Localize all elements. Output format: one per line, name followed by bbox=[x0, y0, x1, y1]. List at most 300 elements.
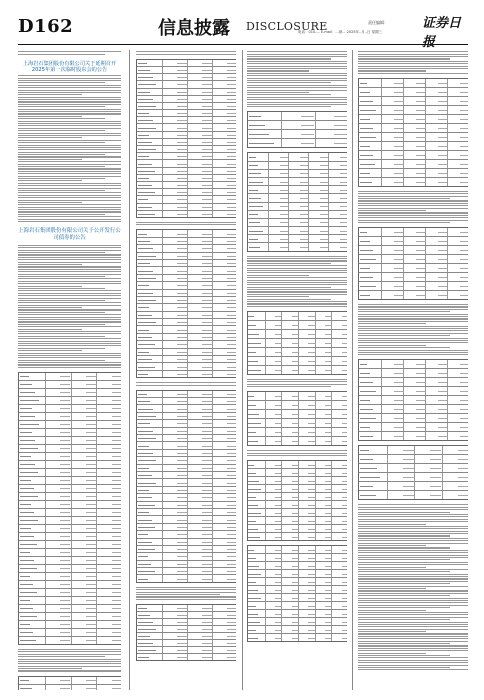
text-line bbox=[358, 538, 468, 539]
table-cell bbox=[265, 509, 283, 516]
table-cell bbox=[45, 405, 72, 412]
table-cell bbox=[162, 124, 188, 130]
table-cell bbox=[212, 160, 236, 166]
table-row bbox=[137, 539, 236, 546]
table-cell bbox=[315, 419, 333, 427]
table-row bbox=[248, 618, 347, 626]
table-row bbox=[248, 170, 347, 178]
data-table bbox=[247, 311, 347, 375]
table-row bbox=[248, 493, 347, 501]
table-cell bbox=[359, 446, 387, 454]
table-cell bbox=[187, 575, 213, 581]
table-cell bbox=[212, 81, 236, 87]
text-line bbox=[358, 612, 468, 613]
table-cell bbox=[212, 124, 236, 130]
table-cell bbox=[248, 227, 268, 234]
table-cell bbox=[328, 243, 347, 250]
table-cell bbox=[162, 304, 188, 310]
table-row bbox=[137, 253, 236, 260]
table-row bbox=[359, 160, 468, 169]
table-cell bbox=[403, 282, 426, 290]
table-cell bbox=[248, 461, 265, 468]
table-cell bbox=[403, 79, 426, 87]
table-cell bbox=[425, 405, 448, 413]
table-row bbox=[248, 525, 347, 533]
table-cell bbox=[298, 339, 316, 347]
text-line bbox=[358, 614, 468, 615]
table-cell bbox=[359, 237, 381, 245]
table-cell bbox=[137, 160, 162, 166]
text-line bbox=[18, 659, 121, 660]
table-row bbox=[359, 124, 468, 133]
table-cell bbox=[248, 392, 265, 400]
table-cell bbox=[45, 629, 72, 636]
table-cell bbox=[298, 501, 316, 508]
table-cell bbox=[359, 106, 381, 114]
text-line bbox=[18, 133, 121, 134]
table-cell bbox=[137, 472, 162, 478]
text-line bbox=[247, 97, 347, 98]
table-cell bbox=[381, 432, 404, 440]
table-cell bbox=[248, 533, 265, 540]
table-cell bbox=[212, 457, 236, 463]
text-line bbox=[358, 51, 468, 52]
text-line bbox=[18, 161, 121, 162]
table-cell bbox=[162, 341, 188, 347]
table-cell bbox=[381, 423, 404, 431]
table-row bbox=[137, 640, 236, 647]
table-row bbox=[137, 472, 236, 479]
table-cell bbox=[359, 255, 381, 263]
table-cell bbox=[212, 553, 236, 559]
table-cell bbox=[212, 341, 236, 347]
table-cell bbox=[447, 88, 468, 96]
table-cell bbox=[359, 414, 381, 422]
text-line bbox=[358, 552, 468, 553]
table-row bbox=[248, 437, 347, 445]
table-cell bbox=[187, 479, 213, 485]
table-cell bbox=[298, 517, 316, 524]
table-cell bbox=[281, 477, 299, 484]
table-row bbox=[248, 162, 347, 170]
data-table bbox=[136, 59, 236, 218]
table-cell bbox=[96, 677, 121, 684]
table-cell bbox=[403, 387, 426, 395]
table-cell bbox=[308, 153, 329, 160]
table-cell bbox=[212, 260, 236, 266]
table-cell bbox=[187, 175, 213, 181]
table-cell bbox=[137, 275, 162, 281]
table-cell bbox=[248, 162, 268, 169]
table-cell bbox=[212, 633, 236, 639]
table-cell bbox=[19, 429, 45, 436]
table-cell bbox=[381, 228, 404, 236]
table-cell bbox=[387, 491, 416, 499]
table-cell bbox=[162, 553, 188, 559]
table-cell bbox=[403, 414, 426, 422]
table-cell bbox=[387, 464, 416, 472]
table-cell bbox=[137, 487, 162, 493]
table-cell bbox=[187, 282, 213, 288]
table-row bbox=[137, 267, 236, 274]
data-table bbox=[247, 111, 347, 148]
table-row bbox=[137, 363, 236, 370]
table-row bbox=[359, 369, 468, 378]
text-line bbox=[358, 667, 450, 668]
table-row bbox=[19, 557, 121, 565]
table-cell bbox=[162, 363, 188, 369]
table-row bbox=[19, 573, 121, 581]
table-cell bbox=[187, 110, 213, 116]
table-cell bbox=[187, 619, 213, 625]
table-row bbox=[248, 321, 347, 330]
text-line bbox=[247, 73, 347, 74]
text-line bbox=[136, 587, 236, 588]
data-table bbox=[136, 390, 236, 583]
text-line bbox=[18, 176, 121, 177]
text-line bbox=[18, 281, 121, 282]
table-cell bbox=[248, 618, 265, 625]
table-cell bbox=[162, 654, 188, 660]
table-cell bbox=[71, 525, 98, 532]
table-cell bbox=[71, 453, 98, 460]
table-cell bbox=[315, 610, 333, 617]
table-cell bbox=[281, 469, 299, 476]
table-cell bbox=[288, 194, 309, 201]
table-row bbox=[19, 389, 121, 397]
table-row bbox=[137, 132, 236, 139]
text-line bbox=[18, 154, 105, 155]
text-line bbox=[358, 73, 468, 74]
table-row bbox=[359, 473, 468, 482]
table-cell bbox=[331, 321, 347, 329]
table-cell bbox=[45, 413, 72, 420]
table-row bbox=[248, 602, 347, 610]
text-line bbox=[247, 256, 347, 257]
table-cell bbox=[71, 517, 98, 524]
table-row bbox=[248, 235, 347, 243]
table-row bbox=[137, 182, 236, 189]
table-cell bbox=[45, 573, 72, 580]
text-line bbox=[18, 211, 121, 212]
table-cell bbox=[71, 565, 98, 572]
text-line bbox=[358, 519, 468, 520]
text-line bbox=[18, 266, 121, 267]
table-cell bbox=[96, 413, 121, 420]
table-row bbox=[137, 524, 236, 531]
table-cell bbox=[288, 170, 309, 177]
text-line bbox=[18, 257, 121, 258]
table-cell bbox=[212, 189, 236, 195]
table-cell bbox=[187, 275, 213, 281]
text-line bbox=[18, 85, 121, 86]
text-line bbox=[18, 209, 121, 210]
table-cell bbox=[331, 562, 347, 569]
text-line bbox=[18, 156, 121, 157]
text-line bbox=[358, 328, 468, 329]
table-cell bbox=[381, 106, 404, 114]
table-cell bbox=[71, 373, 98, 380]
text-line bbox=[18, 178, 105, 179]
table-cell bbox=[447, 396, 468, 404]
table-caption bbox=[136, 222, 236, 225]
table-cell bbox=[71, 677, 98, 684]
table-cell bbox=[403, 97, 426, 105]
text-line bbox=[18, 171, 121, 172]
table-cell bbox=[447, 414, 468, 422]
table-cell bbox=[19, 549, 45, 556]
table-cell bbox=[71, 421, 98, 428]
table-cell bbox=[187, 182, 213, 188]
table-cell bbox=[265, 469, 283, 476]
table-cell bbox=[71, 613, 98, 620]
text-line bbox=[18, 101, 121, 102]
text-line bbox=[18, 207, 121, 208]
table-cell bbox=[96, 477, 121, 484]
table-cell bbox=[187, 204, 213, 210]
table-cell bbox=[403, 432, 426, 440]
text-line bbox=[358, 581, 468, 582]
article-body bbox=[247, 51, 347, 107]
text-line bbox=[247, 306, 347, 307]
data-table bbox=[136, 604, 236, 661]
table-cell bbox=[19, 389, 45, 396]
table-cell bbox=[359, 264, 381, 272]
table-cell bbox=[71, 437, 98, 444]
table-cell bbox=[212, 647, 236, 653]
table-cell bbox=[137, 253, 162, 259]
table-cell bbox=[315, 501, 333, 508]
text-line bbox=[358, 222, 450, 223]
table-cell bbox=[162, 450, 188, 456]
table-cell bbox=[45, 581, 72, 588]
table-row bbox=[248, 112, 347, 121]
text-line bbox=[247, 82, 331, 83]
table-cell bbox=[137, 132, 162, 138]
table-row bbox=[137, 531, 236, 538]
table-cell bbox=[45, 381, 72, 388]
table-cell bbox=[187, 153, 213, 159]
table-cell bbox=[71, 589, 98, 596]
text-line bbox=[358, 617, 468, 618]
table-cell bbox=[187, 230, 213, 236]
table-cell bbox=[162, 60, 188, 66]
table-cell bbox=[212, 420, 236, 426]
text-line bbox=[247, 263, 331, 264]
table-cell bbox=[45, 597, 72, 604]
text-line bbox=[136, 385, 236, 386]
table-cell bbox=[162, 502, 188, 508]
text-line bbox=[358, 200, 468, 201]
text-line bbox=[18, 654, 121, 655]
table-cell bbox=[315, 437, 333, 445]
table-cell bbox=[359, 455, 387, 463]
text-line bbox=[247, 303, 347, 304]
newspaper-logo: 证券日报 bbox=[422, 16, 462, 50]
text-line bbox=[358, 191, 468, 192]
table-cell bbox=[212, 89, 236, 95]
text-line bbox=[358, 648, 468, 649]
table-cell bbox=[162, 146, 188, 152]
table-cell bbox=[328, 186, 347, 193]
table-cell bbox=[298, 554, 316, 561]
table-cell bbox=[45, 557, 72, 564]
table-cell bbox=[212, 196, 236, 202]
table-cell bbox=[281, 525, 299, 532]
table-row bbox=[248, 203, 347, 211]
table-cell bbox=[381, 79, 404, 87]
table-cell bbox=[212, 74, 236, 80]
table-cell bbox=[187, 211, 213, 217]
table-row bbox=[137, 405, 236, 412]
table-cell bbox=[137, 74, 162, 80]
table-cell bbox=[162, 605, 188, 611]
table-row bbox=[359, 255, 468, 264]
table-cell bbox=[187, 189, 213, 195]
table-cell bbox=[447, 115, 468, 123]
text-line bbox=[358, 338, 468, 339]
table-cell bbox=[212, 531, 236, 537]
text-line bbox=[247, 282, 347, 283]
table-cell bbox=[425, 360, 448, 368]
table-cell bbox=[381, 97, 404, 105]
text-line bbox=[136, 382, 236, 383]
table-cell bbox=[137, 654, 162, 660]
text-line bbox=[18, 92, 121, 93]
table-row bbox=[137, 420, 236, 427]
table-cell bbox=[425, 115, 448, 123]
table-row bbox=[137, 275, 236, 282]
text-line bbox=[18, 140, 121, 141]
table-cell bbox=[248, 626, 265, 633]
table-cell bbox=[265, 634, 283, 641]
data-table bbox=[247, 152, 347, 251]
table-cell bbox=[71, 557, 98, 564]
table-cell bbox=[315, 477, 333, 484]
table-cell bbox=[212, 60, 236, 66]
table-cell bbox=[162, 117, 188, 123]
table-cell bbox=[315, 562, 333, 569]
table-cell bbox=[162, 74, 188, 80]
table-row bbox=[248, 401, 347, 410]
table-cell bbox=[96, 509, 121, 516]
table-row bbox=[248, 130, 347, 139]
table-row bbox=[137, 153, 236, 160]
text-line bbox=[358, 622, 468, 623]
table-row bbox=[248, 626, 347, 634]
table-cell bbox=[96, 525, 121, 532]
table-cell bbox=[248, 602, 265, 609]
table-cell bbox=[381, 405, 404, 413]
table-cell bbox=[281, 626, 299, 633]
table-cell bbox=[162, 647, 188, 653]
table-cell bbox=[187, 349, 213, 355]
table-cell bbox=[403, 228, 426, 236]
table-cell bbox=[162, 539, 188, 545]
table-cell bbox=[45, 549, 72, 556]
table-cell bbox=[19, 677, 45, 684]
table-cell bbox=[162, 633, 188, 639]
table-cell bbox=[137, 297, 162, 303]
table-row bbox=[248, 227, 347, 235]
table-cell bbox=[315, 602, 333, 609]
table-cell bbox=[281, 602, 299, 609]
table-cell bbox=[187, 487, 213, 493]
table-cell bbox=[265, 602, 283, 609]
article-body bbox=[358, 51, 468, 74]
table-cell bbox=[137, 282, 162, 288]
table-cell bbox=[447, 369, 468, 377]
table-cell bbox=[248, 610, 265, 617]
text-line bbox=[18, 317, 121, 318]
table-cell bbox=[298, 321, 316, 329]
table-cell bbox=[212, 132, 236, 138]
table-cell bbox=[137, 319, 162, 325]
table-cell bbox=[425, 291, 448, 299]
table-cell bbox=[331, 634, 347, 641]
table-cell bbox=[381, 115, 404, 123]
table-cell bbox=[328, 235, 347, 242]
text-line bbox=[18, 333, 121, 334]
table-cell bbox=[315, 570, 333, 577]
text-line bbox=[358, 335, 450, 336]
table-cell bbox=[45, 389, 72, 396]
article-body bbox=[358, 304, 468, 355]
table-cell bbox=[162, 575, 188, 581]
text-line bbox=[247, 280, 347, 281]
table-cell bbox=[265, 477, 283, 484]
table-cell bbox=[298, 509, 316, 516]
table-cell bbox=[162, 487, 188, 493]
table-row bbox=[359, 423, 468, 432]
text-line bbox=[358, 203, 468, 204]
table-row bbox=[137, 230, 236, 237]
table-cell bbox=[19, 437, 45, 444]
table-row bbox=[248, 357, 347, 366]
table-cell bbox=[315, 525, 333, 532]
text-line bbox=[358, 516, 468, 517]
table-cell bbox=[298, 493, 316, 500]
table-cell bbox=[248, 525, 265, 532]
table-cell bbox=[137, 341, 162, 347]
table-cell bbox=[71, 541, 98, 548]
text-line bbox=[247, 455, 347, 456]
table-cell bbox=[45, 517, 72, 524]
table-cell bbox=[403, 396, 426, 404]
text-line bbox=[358, 588, 426, 589]
table-cell bbox=[212, 575, 236, 581]
table-cell bbox=[96, 621, 121, 628]
table-cell bbox=[265, 533, 283, 540]
table-cell bbox=[268, 211, 289, 218]
table-cell bbox=[137, 349, 162, 355]
table-cell bbox=[414, 473, 443, 481]
table-cell bbox=[96, 557, 121, 564]
table-cell bbox=[248, 562, 265, 569]
table-cell bbox=[187, 553, 213, 559]
table-cell bbox=[71, 389, 98, 396]
table-cell bbox=[137, 575, 162, 581]
text-line bbox=[18, 360, 105, 361]
table-cell bbox=[187, 539, 213, 545]
table-cell bbox=[187, 494, 213, 500]
table-row bbox=[137, 371, 236, 377]
table-cell bbox=[248, 243, 268, 250]
table-cell bbox=[328, 194, 347, 201]
table-row bbox=[137, 605, 236, 612]
table-cell bbox=[137, 230, 162, 236]
table-cell bbox=[45, 477, 72, 484]
